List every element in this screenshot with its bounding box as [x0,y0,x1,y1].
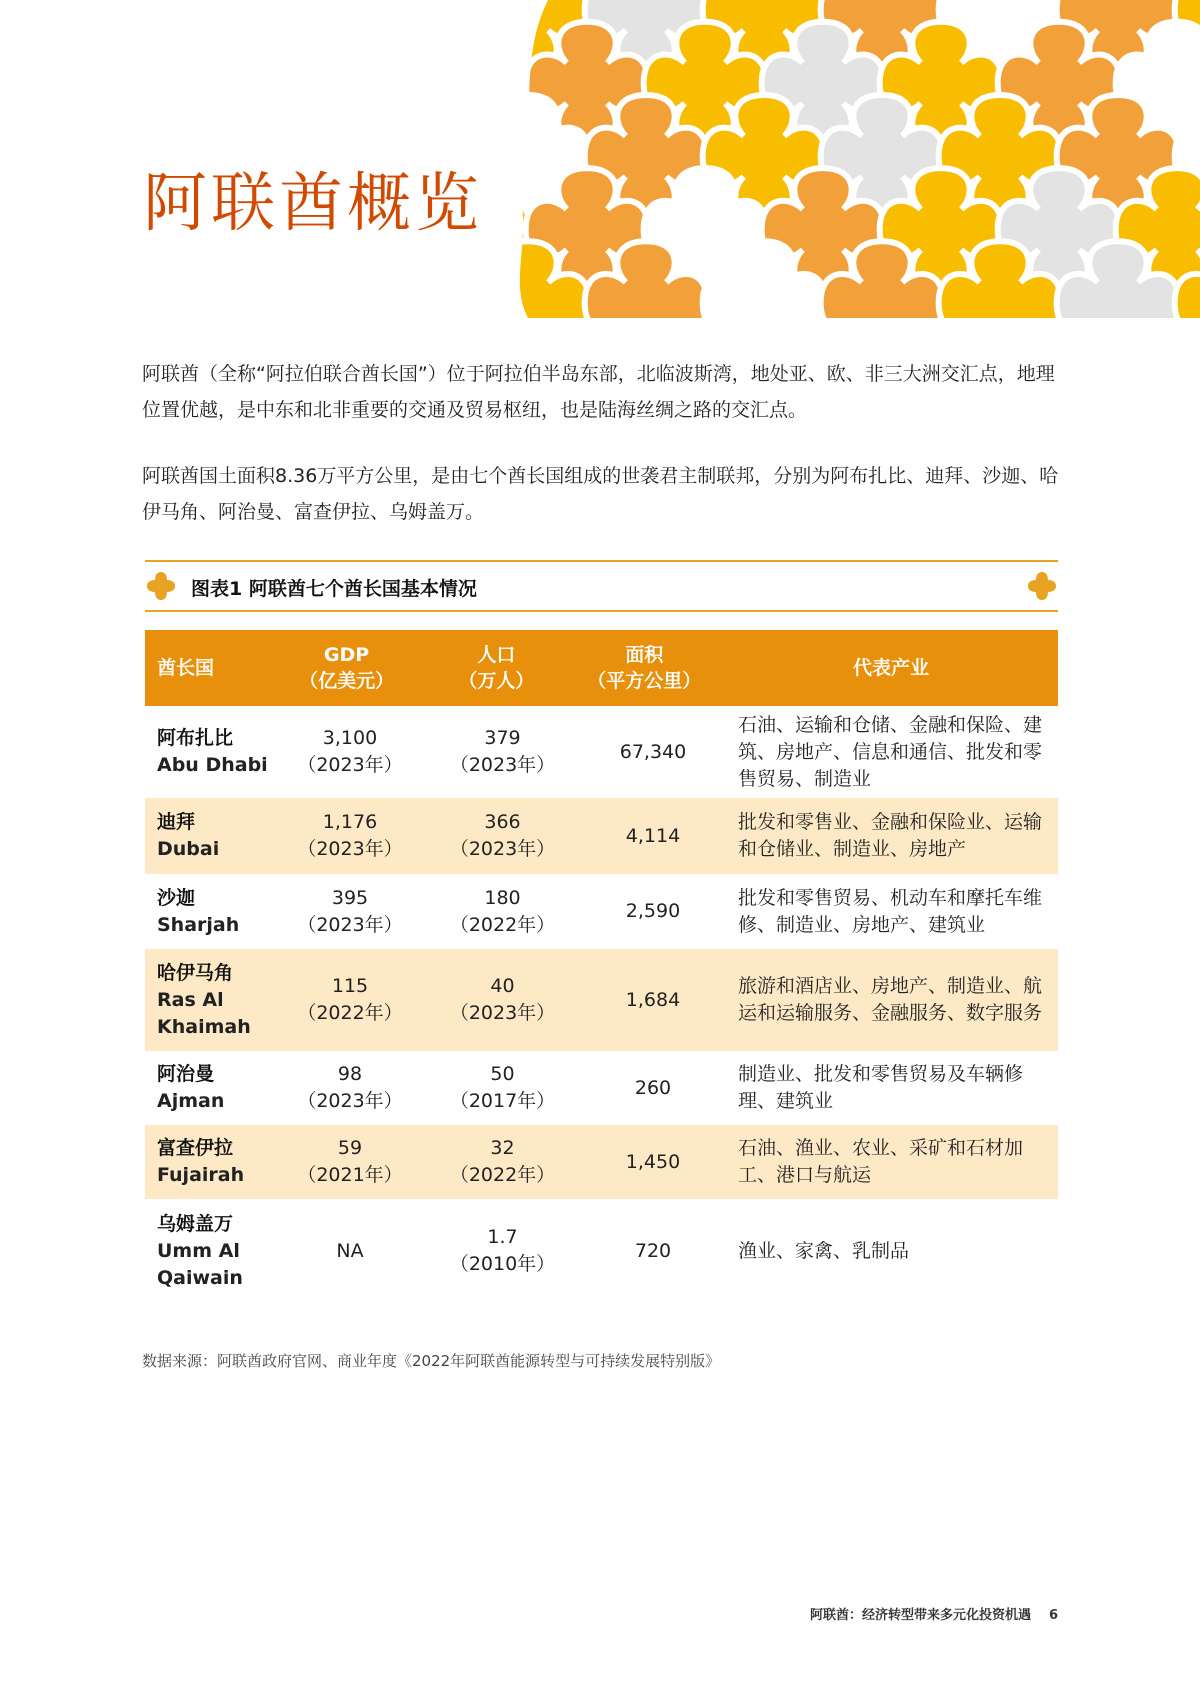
header-emirate: 酋长国 [157,657,215,679]
gdp-cell: 395 （2023年） [297,886,403,936]
gdp-cell: 115 （2022年） [297,975,403,1024]
table-row [145,798,1058,874]
header-gdp: GDP （亿美元） [299,644,395,692]
emirate-name-zh: 阿治曼 [157,1063,215,1085]
emirate-name-en: Ajman [157,1090,225,1112]
emirate-name-en: Dubai [157,838,220,860]
gdp-cell: 59 （2021年） [297,1137,403,1186]
industry-cell: 批发和零售业、金融和保险业、运输和仓储业、制造业、房地产 [738,811,1043,860]
gdp-cell: 98 （2023年） [297,1063,403,1112]
area-cell: 1,450 [625,1150,681,1173]
page-title: 阿联酋概览 [143,167,483,241]
quatrefoil-icon [1026,570,1058,602]
table-row [145,1199,1058,1303]
footer-title: 阿联酋：经济转型带来多元化投资机遇 [809,1608,1031,1623]
data-source-note: 数据来源：阿联酋政府官网、商业年度《2022年阿联酋能源转型与可持续发展特别版》 [142,1352,721,1370]
emirate-name-en: Abu Dhabi [157,754,268,776]
header-population: 人口 （万人） [458,644,535,692]
area-cell: 720 [634,1239,672,1262]
page-number: 6 [1048,1608,1058,1623]
gdp-cell: 3,100 （2023年） [297,727,403,776]
population-cell: 1.7 （2010年） [449,1226,556,1275]
industry-cell: 旅游和酒店业、房地产、制造业、航运和运输服务、金融服务、数字服务 [738,975,1043,1024]
industry-cell: 批发和零售贸易、机动车和摩托车维修、制造业、房地产、建筑业 [738,886,1043,936]
table-header-row [145,630,1058,706]
figure-header [145,560,1058,612]
area-cell: 67,340 [619,740,687,763]
industry-cell: 渔业、家禽、乳制品 [738,1239,910,1262]
population-cell: 40 （2023年） [449,975,556,1024]
area-paragraph: 阿联酋国土面积8.36万平方公里，是由七个酋长国组成的世袭君主制联邦，分别为阿布扎比、迪拜、沙迦、哈伊马角、阿治曼、富查伊拉、乌姆盖万。 [142,465,1059,523]
header-industry: 代表产业 [852,657,929,679]
population-cell: 180 （2022年） [449,886,556,936]
emirate-name-en: Ras Al Khaimah [157,988,251,1038]
emirate-name-en: Fujairah [157,1164,245,1186]
industry-cell: 石油、运输和仓储、金融和保险、建筑、房地产、信息和通信、批发和零售贸易、制造业 [738,713,1043,790]
quatrefoil-icon [145,570,177,602]
population-cell: 50 （2017年） [449,1063,556,1112]
population-cell: 366 （2023年） [449,811,556,860]
header-area: 面积 （平方公里） [587,644,702,692]
figure-title: 图表1 阿联酋七个酋长国基本情况 [191,578,477,600]
area-cell: 260 [634,1076,672,1099]
table-row [145,1051,1058,1125]
emirate-name-en: Sharjah [157,913,240,936]
emirate-name-zh: 富查伊拉 [157,1137,234,1159]
area-cell: 1,684 [625,988,681,1011]
emirate-name-en: Umm Al Qaiwain [157,1239,243,1289]
table-row [145,949,1058,1051]
decorative-pattern [508,0,1200,318]
gdp-cell: 1,176 （2023年） [297,811,403,860]
emirate-name-zh: 迪拜 [157,811,196,833]
emirate-name-zh: 沙迦 [157,886,196,909]
page-footer [810,1604,1058,1623]
industry-cell: 制造业、批发和零售贸易及车辆修理、建筑业 [738,1063,1024,1112]
area-cell: 4,114 [625,824,681,847]
area-cell: 2,590 [625,900,681,922]
intro-paragraph: 阿联酋（全称“阿拉伯联合酋长国”）位于阿拉伯半岛东部，北临波斯湾，地处亚、欧、非三大洲交汇点，地理位置优越，是中东和北非重要的交通及贸易枢纽，也是陆海丝绸之路的交汇点。 [142,363,1055,421]
population-cell: 32 （2022年） [449,1137,556,1186]
table-row [145,706,1058,798]
emirates-table [145,630,1058,1303]
emirate-name-zh: 哈伊马角 [157,961,234,984]
table-row [145,1125,1058,1199]
gdp-cell: NA [336,1239,364,1262]
table-row [145,874,1058,949]
emirate-name-zh: 阿布扎比 [157,727,234,749]
population-cell: 379 （2023年） [449,727,556,776]
emirate-name-zh: 乌姆盖万 [157,1212,234,1235]
industry-cell: 石油、渔业、农业、采矿和石材加工、港口与航运 [738,1137,1024,1186]
